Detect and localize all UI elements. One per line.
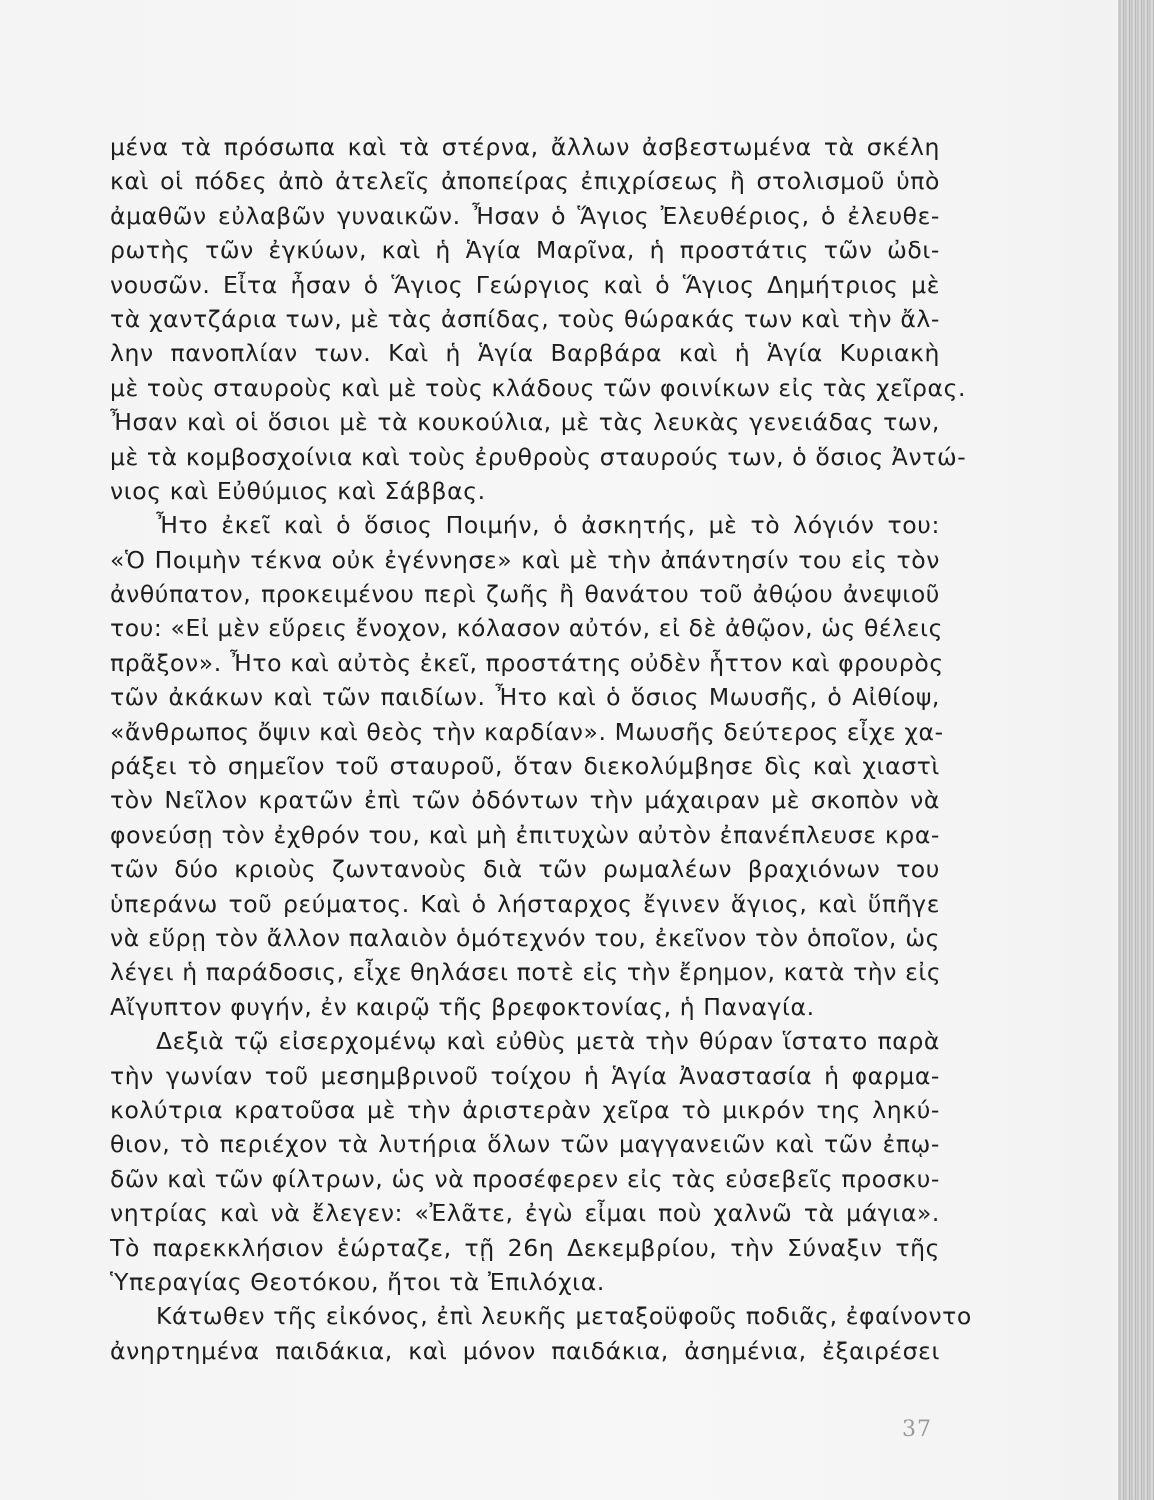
text-line: νουσῶν. Εἶτα ἦσαν ὁ Ἅγιος Γεώργιος καὶ ὁ Ἅγιος Δημήτριος μὲ (110, 270, 940, 299)
text-line: ἀνθύπατον, προκειμένου περὶ ζωῆς ἢ θανάτου τοῦ ἀθῴου ἀνεψιοῦ (110, 580, 940, 609)
text-line: τῶν δύο κριοὺς ζωντανοὺς διὰ τῶν ρωμαλέων βραχιόνων του (110, 855, 940, 884)
text-line: Δεξιὰ τῷ εἰσερχομένῳ καὶ εὐθὺς μετὰ τὴν θύραν ἵστατο παρὰ (156, 1027, 940, 1056)
text-line: νητρίας καὶ νὰ ἔλεγεν: «Ἐλᾶτε, ἐγὼ εἶμαι ποὺ χαλνῶ τὰ μάγια». (110, 1199, 940, 1228)
text-line: Ἦτο ἐκεῖ καὶ ὁ ὅσιος Ποιμήν, ὁ ἀσκητής, μὲ τὸ λόγιόν του: (156, 511, 940, 540)
text-line: ἀμαθῶν εὐλαβῶν γυναικῶν. Ἦσαν ὁ Ἅγιος Ἐλευθέριος, ὁ ἐλευθε- (110, 201, 940, 230)
text-line: νιος καὶ Εὐθύμιος καὶ Σάββας. (110, 476, 486, 505)
text-line: κολύτρια κρατοῦσα μὲ τὴν ἀριστερὰν χεῖρα τὸ μικρόν της ληκύ- (110, 1095, 940, 1124)
text-line: μένα τὰ πρόσωπα καὶ τὰ στέρνα, ἄλλων ἀσβεστωμένα τὰ σκέλη (110, 133, 940, 161)
text-line: θιον, τὸ περιέχον τὰ λυτήρια ὅλων τῶν μαγγανειῶν καὶ τῶν ἐπῳ- (110, 1130, 940, 1159)
text-line: Κάτωθεν τῆς εἰκόνος, ἐπὶ λευκῆς μεταξοϋφοῦς ποδιᾶς, ἐφαίνοντο (156, 1302, 972, 1331)
text-line: φονεύσῃ τὸν ἐχθρόν του, καὶ μὴ ἐπιτυχὼν αὐτὸν ἐπανέπλευσε κρα- (110, 820, 940, 849)
text-line: καὶ οἱ πόδες ἀπὸ ἀτελεῖς ἀποπείρας ἐπιχρίσεως ἢ στολισμοῦ ὑπὸ (110, 167, 940, 196)
text-line: Τὸ παρεκκλήσιον ἑώρταζε, τῇ 26η Δεκεμβρίου, τὴν Σύναξιν τῆς (110, 1233, 940, 1262)
text-line: λέγει ἡ παράδοσις, εἶχε θηλάσει ποτὲ εἰς τὴν ἔρημον, κατὰ τὴν εἰς (110, 958, 942, 987)
text-line: ράξει τὸ σημεῖον τοῦ σταυροῦ, ὅταν διεκολύμβησε δὶς καὶ χιαστὶ (110, 752, 940, 781)
text-line: Αἴγυπτον φυγήν, ἐν καιρῷ τῆς βρεφοκτονίας, ἡ Παναγία. (110, 992, 815, 1021)
text-line: τὴν γωνίαν τοῦ μεσημβρινοῦ τοίχου ἡ Ἁγία Ἀναστασία ἡ φαρμα- (110, 1061, 940, 1090)
text-line: «ἄνθρωπος ὄψιν καὶ θεὸς τὴν καρδίαν». Μωυσῆς δεύτερος εἶχε χα- (110, 717, 944, 746)
text-line: νὰ εὕρῃ τὸν ἄλλον παλαιὸν ὁμότεχνόν του, ἐκεῖνον τὸν ὁποῖον, ὡς (110, 923, 940, 952)
book-page-edge (1118, 0, 1154, 1500)
text-line: πρᾶξον». Ἦτο καὶ αὐτὸς ἐκεῖ, προστάτης οὐδὲν ἧττον καὶ φρουρὸς (110, 648, 944, 677)
text-line: τῶν ἀκάκων καὶ τῶν παιδίων. Ἦτο καὶ ὁ ὅσιος Μωυσῆς, ὁ Αἰθίοψ, (110, 683, 940, 712)
text-line: λην πανοπλίαν των. Καὶ ἡ Ἁγία Βαρβάρα καὶ ἡ Ἁγία Κυριακὴ (110, 339, 940, 368)
page-number: 37 (902, 1417, 932, 1442)
text-line: Ἦσαν καὶ οἱ ὅσιοι μὲ τὰ κουκούλια, μὲ τὰς λευκὰς γενειάδας των, (110, 408, 940, 437)
text-line: τὸν Νεῖλον κρατῶν ἐπὶ τῶν ὀδόντων τὴν μάχαιραν μὲ σκοπὸν νὰ (110, 786, 940, 815)
body-text (110, 130, 972, 1368)
text-line: ρωτὴς τῶν ἐγκύων, καὶ ἡ Ἁγία Μαρῖνα, ἡ προστάτις τῶν ὠδι- (110, 236, 940, 265)
text-line: μὲ τοὺς σταυροὺς καὶ μὲ τοὺς κλάδους τῶν φοινίκων εἰς τὰς χεῖρας. (110, 373, 967, 402)
text-line: μὲ τὰ κομβοσχοίνια καὶ τοὺς ἐρυθροὺς σταυρούς των, ὁ ὅσιος Ἀντώ- (110, 442, 967, 471)
text-line: του: «Εἰ μὲν εὕρεις ἔνοχον, κόλασον αὐτόν, εἰ δὲ ἀθῷον, ὡς θέλεις (110, 614, 943, 643)
text-line: ἀνηρτημένα παιδάκια, καὶ μόνον παιδάκια, ἀσημένια, ἐξαιρέσει (110, 1336, 940, 1365)
text-line: ὑπεράνω τοῦ ρεύματος. Καὶ ὁ λήσταρχος ἔγινεν ἅγιος, καὶ ὕπῆγε (110, 889, 940, 918)
text-line: δῶν καὶ τῶν φίλτρων, ὡς νὰ προσέφερεν εἰς τὰς εὐσεβεῖς προσκυ- (110, 1164, 940, 1193)
text-line: Ὑπεραγίας Θεοτόκου, ἤτοι τὰ Ἐπιλόχια. (110, 1267, 605, 1296)
text-line: «Ὁ Ποιμὴν τέκνα οὐκ ἐγέννησε» καὶ μὲ τὴν ἀπάντησίν του εἰς τὸν (110, 545, 940, 574)
text-line: τὰ χαντζάρια των, μὲ τὰς ἀσπίδας, τοὺς θώρακάς των καὶ τὴν ἄλ- (110, 304, 940, 333)
